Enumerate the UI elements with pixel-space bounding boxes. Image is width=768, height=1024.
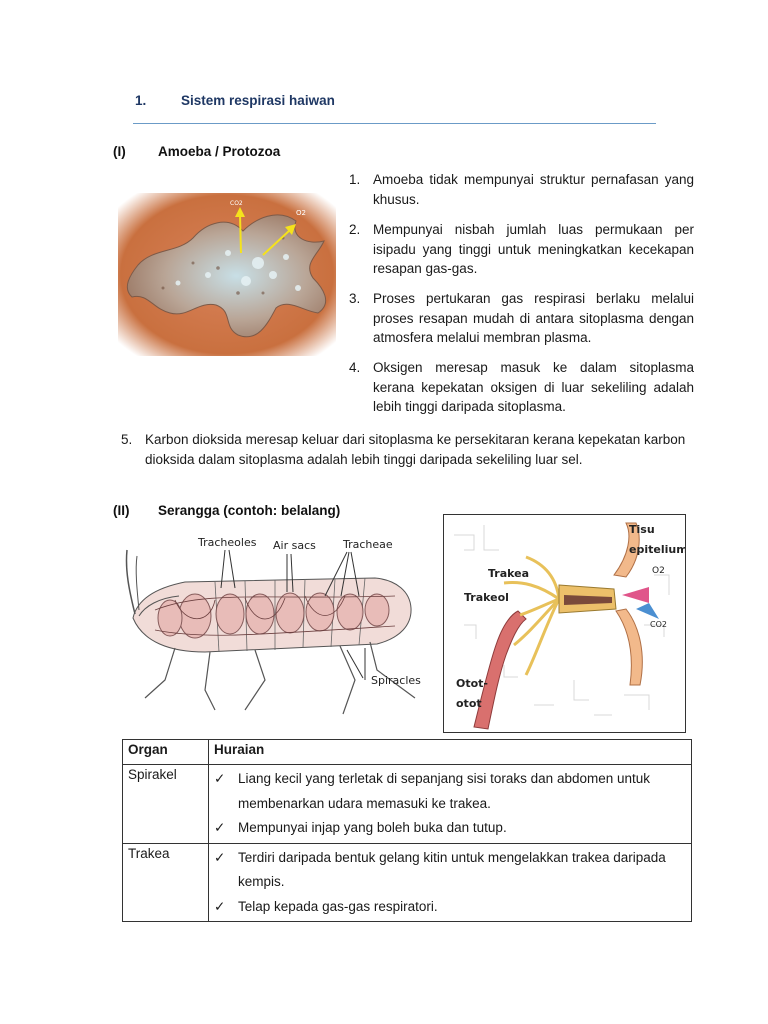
label-trakeol: Trakeol [464, 591, 509, 604]
amoeba-o2-label: O2 [296, 209, 306, 217]
table-row [123, 843, 692, 922]
description-cell [209, 765, 692, 844]
organ-cell: Spirakel [123, 765, 209, 844]
label-tracheae: Tracheae [343, 538, 393, 551]
description-cell [209, 843, 692, 922]
organ-table [122, 739, 692, 922]
description-item: ✓ Telap kepada gas-gas respiratori. [214, 895, 686, 920]
label-air-sacs: Air sacs [273, 539, 316, 552]
organ-cell: Trakea [123, 843, 209, 922]
description-item: ✓ Mempunyai injap yang boleh buka dan tutup. [214, 816, 686, 841]
check-icon: ✓ [214, 849, 226, 865]
section-divider [133, 123, 656, 124]
amoeba-point-3: 3. Proses pertukaran gas respirasi berlaku melalui proses resapan mudah di antara sitoplasma dengan atmosfera melalui membran plasma. [349, 291, 694, 345]
amoeba-point-5: 5. Karbon dioksida meresap keluar dari sitoplasma ke persekitaran kerana kepekatan karbon dioksida dalam sitoplasma adalah lebih tinggi daripada sekeliling luar sel. [121, 432, 686, 467]
table-header-row [123, 740, 692, 765]
subsection-title-amoeba: Amoeba / Protozoa [158, 144, 281, 159]
table-row [123, 765, 692, 844]
label-otot-1: Otot- [456, 677, 488, 690]
check-icon: ✓ [214, 820, 226, 835]
header-huraian: Huraian [209, 740, 692, 765]
header-organ: Organ [123, 740, 209, 765]
label-trakea: Trakea [488, 567, 530, 580]
label-detail-o2: O2 [652, 566, 665, 576]
amoeba-point-1: 1. Amoeba tidak mempunyai struktur pernafasan yang khusus. [349, 172, 694, 207]
grasshopper-diagram [115, 530, 425, 720]
amoeba-image [118, 193, 336, 356]
section-number: 1. [135, 93, 147, 108]
check-icon: ✓ [214, 771, 226, 786]
trachea-detail-diagram [443, 514, 686, 733]
label-tracheoles: Tracheoles [198, 536, 257, 549]
subsection-title-insect: Serangga (contoh: belalang) [158, 503, 341, 518]
label-tisu: Tisu [629, 523, 655, 536]
check-icon: ✓ [214, 898, 226, 914]
label-epitelium: epitelium [629, 543, 685, 556]
subsection-roman-2: (II) [113, 503, 130, 518]
label-detail-co2: CO2 [650, 620, 667, 629]
label-otot-2: otot [456, 697, 482, 710]
description-item: ✓ Terdiri daripada bentuk gelang kitin untuk mengelakkan trakea daripada kempis. [214, 846, 686, 895]
amoeba-point-2: 2. Mempunyai nisbah jumlah luas permukaan per isipadu yang tinggi untuk meningkatkan kecekapan resapan gas-gas. [349, 222, 694, 276]
description-item: ✓ Liang kecil yang terletak di sepanjang sisi toraks dan abdomen untuk membenarkan udara memasuki ke trakea. [214, 767, 686, 816]
label-spiracles: Spiracles [371, 674, 421, 687]
amoeba-co2-label: CO2 [230, 200, 243, 207]
amoeba-point-4: 4. Oksigen meresap masuk ke dalam sitoplasma kerana kepekatan oksigen di luar sekeliling adalah lebih tinggi daripada sitoplasma. [349, 360, 694, 414]
section-title: Sistem respirasi haiwan [181, 93, 335, 108]
subsection-roman-1: (I) [113, 144, 126, 159]
